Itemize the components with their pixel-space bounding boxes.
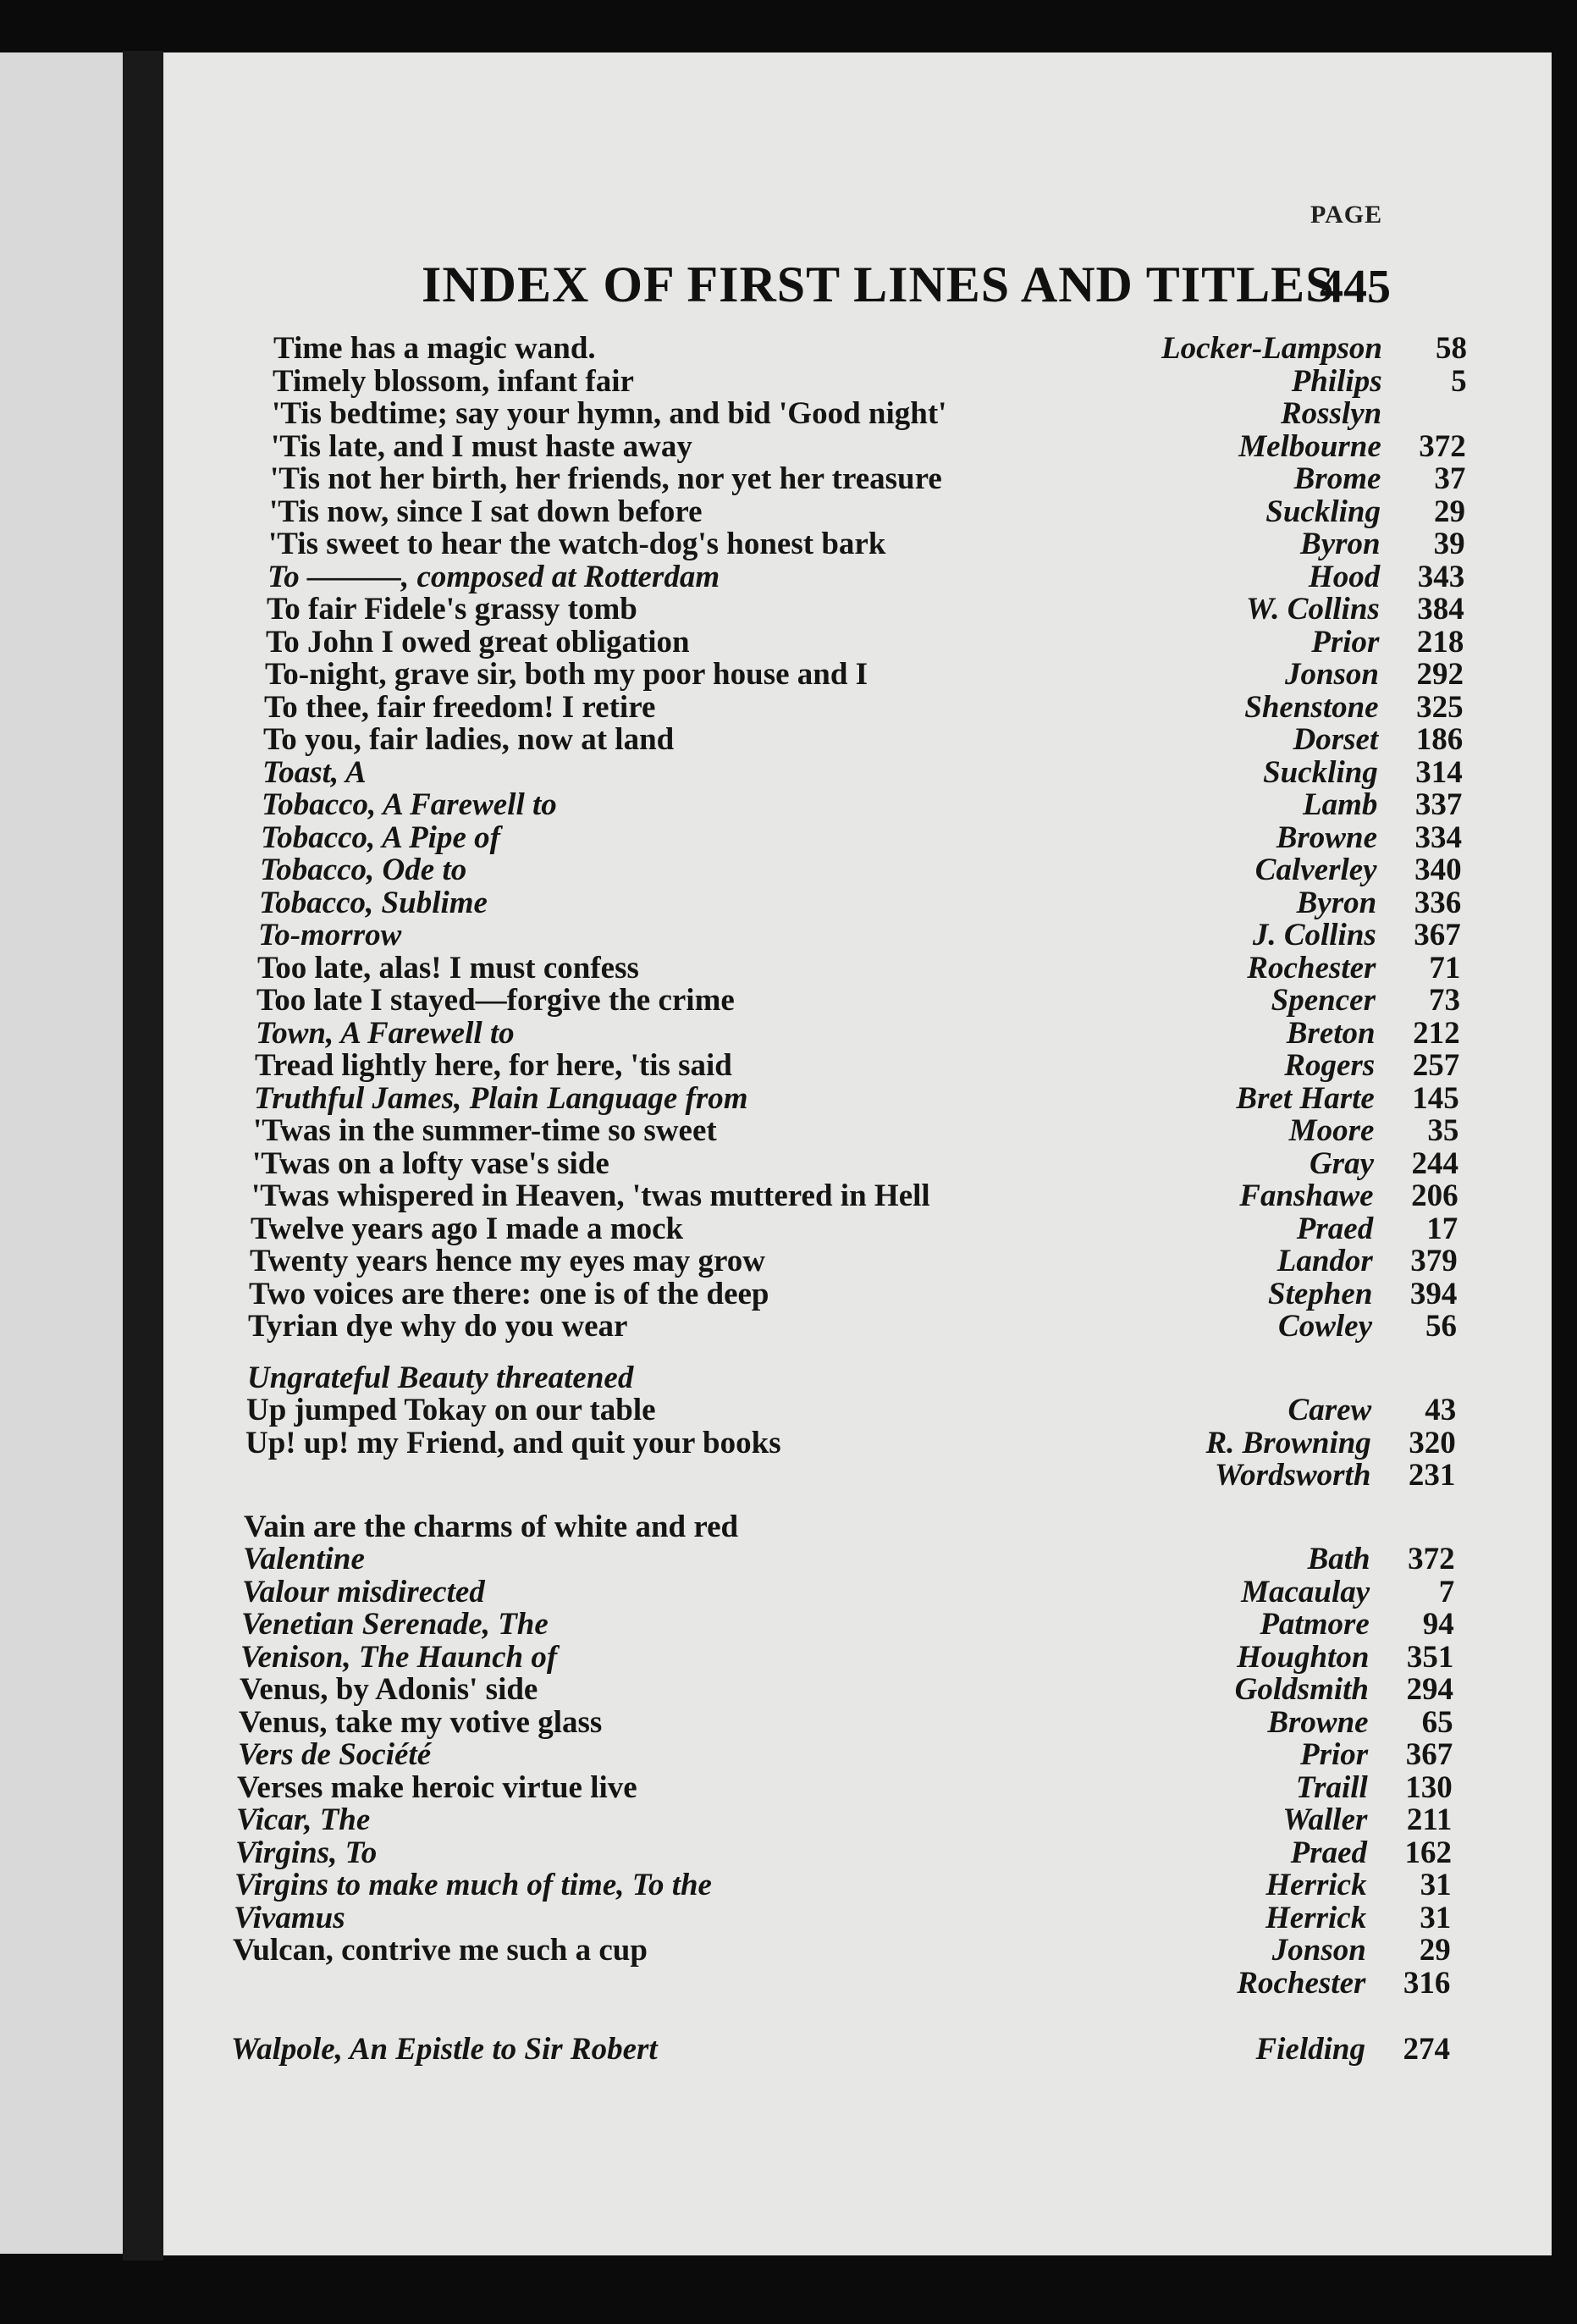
entry-first-line: Tobacco, A Pipe of — [261, 820, 500, 855]
entry-first-line: Vulcan, contrive me such a cup — [233, 1933, 648, 1968]
entry-author: Spencer — [1271, 983, 1376, 1018]
index-entry — [163, 1803, 1552, 1837]
index-entry — [163, 1212, 1552, 1246]
entry-page-number: 367 — [1405, 1737, 1453, 1772]
index-entry — [163, 658, 1552, 692]
entry-first-line: Virgins, To — [235, 1835, 378, 1870]
entry-page-number: 211 — [1406, 1802, 1453, 1837]
entry-first-line: Tyrian dye why do you wear — [248, 1309, 628, 1344]
index-entry — [163, 1394, 1552, 1427]
entry-first-line: Tobacco, Ode to — [260, 853, 467, 887]
index-entry — [163, 2033, 1552, 2067]
entry-first-line: Timely blossom, infant fair — [273, 363, 634, 399]
index-entry — [163, 1245, 1552, 1278]
index-entry — [163, 1673, 1552, 1707]
index-entry — [163, 527, 1552, 561]
entry-page-number: 43 — [1425, 1393, 1457, 1427]
index-entry — [163, 1179, 1552, 1213]
index-entry — [163, 1836, 1552, 1870]
entry-first-line: To thee, fair freedom! I retire — [264, 689, 656, 725]
index-entry — [163, 788, 1552, 822]
index-entry — [163, 984, 1552, 1018]
entry-page-number: 334 — [1414, 820, 1462, 855]
entry-author: Prior — [1311, 624, 1380, 660]
entry-page-number: 379 — [1410, 1244, 1458, 1278]
entry-first-line: 'Twas whispered in Heaven, 'twas muttered in Hell — [251, 1179, 930, 1213]
entry-page-number: 94 — [1422, 1607, 1454, 1642]
entry-page-number: 231 — [1408, 1458, 1456, 1493]
index-entry — [163, 1608, 1552, 1642]
index-entry — [163, 1967, 1552, 2001]
entry-author: Gray — [1309, 1145, 1374, 1181]
entry-author: Breton — [1286, 1015, 1376, 1051]
index-entry — [163, 1934, 1552, 1968]
entry-first-line: 'Tis late, and I must haste away — [271, 428, 692, 464]
entry-page-number: 218 — [1416, 624, 1464, 660]
entry-page-number: 73 — [1429, 983, 1460, 1018]
entry-first-line: Town, A Farewell to — [256, 1015, 515, 1051]
entry-page-number: 71 — [1429, 950, 1461, 985]
entry-page-number: 337 — [1414, 787, 1463, 822]
entry-author: Browne — [1276, 820, 1377, 855]
entry-first-line: To fair Fidele's grassy tomb — [267, 592, 637, 627]
index-entry — [163, 1576, 1552, 1609]
entry-author: Byron — [1300, 527, 1381, 561]
entry-author: Houghton — [1237, 1639, 1370, 1675]
entry-first-line: Vivamus — [234, 1900, 345, 1935]
entry-page-number: 58 — [1436, 331, 1467, 366]
index-entry — [163, 1278, 1552, 1311]
entry-author: J. Collins — [1252, 918, 1376, 952]
entry-author: Browne — [1267, 1704, 1369, 1740]
entry-page-number: 244 — [1411, 1145, 1458, 1181]
entry-author: Carew — [1288, 1393, 1372, 1427]
entry-page-number: 367 — [1414, 918, 1461, 952]
entry-page-number: 186 — [1415, 722, 1464, 757]
entry-author: Rogers — [1284, 1048, 1376, 1083]
entry-author: Prior — [1300, 1737, 1369, 1772]
entry-page-number: 17 — [1426, 1211, 1458, 1246]
index-entry — [163, 1869, 1552, 1902]
entry-author: Melbourne — [1238, 428, 1381, 464]
index-entries — [163, 52, 1552, 2255]
entry-first-line: Virgins to make much of time, To the — [234, 1868, 712, 1902]
entry-author: Goldsmith — [1234, 1672, 1369, 1707]
entry-first-line: Vicar, The — [236, 1802, 371, 1837]
book-gutter — [123, 51, 163, 2261]
entry-page-number: 37 — [1434, 461, 1466, 496]
index-entry — [163, 691, 1552, 725]
entry-first-line: Ungrateful Beauty threatened — [247, 1360, 634, 1395]
index-entry — [163, 1510, 1552, 1544]
page-column-label: PAGE — [1310, 201, 1383, 229]
entry-page-number: 56 — [1425, 1309, 1457, 1344]
index-entry — [163, 1427, 1552, 1460]
entry-author: Macaulay — [1241, 1574, 1370, 1609]
entry-page-number: 162 — [1404, 1835, 1452, 1870]
entry-author: Philips — [1291, 363, 1382, 399]
entry-first-line: 'Tis sweet to hear the watch-dog's honest bark — [268, 527, 886, 561]
index-entry — [163, 1543, 1552, 1576]
entry-author: Herrick — [1265, 1868, 1367, 1902]
index-entry — [163, 1771, 1552, 1805]
entry-author: Fielding — [1255, 2032, 1365, 2067]
entry-page-number: 316 — [1403, 1965, 1451, 2001]
entry-author: Bret Harte — [1236, 1080, 1375, 1116]
entry-first-line: Twenty years hence my eyes may grow — [250, 1244, 766, 1278]
index-entry — [163, 1641, 1552, 1675]
entry-author: Wordsworth — [1215, 1458, 1371, 1493]
entry-page-number: 145 — [1412, 1080, 1459, 1116]
entry-first-line: Time has a magic wand. — [273, 331, 596, 366]
entry-page-number: 29 — [1419, 1933, 1451, 1968]
index-entry — [163, 495, 1552, 529]
entry-author: Bath — [1307, 1542, 1370, 1576]
index-entry — [163, 397, 1552, 431]
entry-first-line: Venison, The Haunch of — [240, 1639, 558, 1675]
facing-page-edge — [0, 52, 123, 2254]
entry-first-line: Vain are the charms of white and red — [244, 1509, 739, 1544]
index-page — [163, 52, 1552, 2255]
entry-first-line: 'Tis not her birth, her friends, nor yet her treasure — [270, 461, 942, 496]
entry-author: Landor — [1276, 1244, 1373, 1278]
entry-author: Brome — [1293, 461, 1381, 496]
index-entry — [163, 626, 1552, 660]
entry-first-line: Too late I stayed—forgive the crime — [256, 983, 735, 1018]
entry-first-line: Walpole, An Epistle to Sir Robert — [231, 2032, 658, 2067]
entry-page-number: 29 — [1434, 494, 1465, 529]
entry-author: Praed — [1296, 1211, 1374, 1246]
entry-first-line: 'Tis bedtime; say your hymn, and bid 'Good night' — [272, 396, 947, 431]
entry-author: Cowley — [1278, 1309, 1372, 1344]
entry-author: Patmore — [1260, 1607, 1370, 1642]
entry-author: Locker-Lampson — [1161, 331, 1382, 366]
entry-first-line: Valentine — [243, 1542, 365, 1576]
entry-page-number: 340 — [1414, 853, 1462, 887]
entry-first-line: To-morrow — [258, 918, 402, 952]
entry-author: Hood — [1308, 559, 1381, 594]
index-entry — [163, 430, 1552, 464]
entry-first-line: To John I owed great obligation — [266, 624, 690, 660]
entry-page-number: 35 — [1427, 1113, 1459, 1148]
entry-page-number: 31 — [1420, 1868, 1452, 1902]
index-entry — [163, 1147, 1552, 1181]
entry-first-line: To ———, composed at Rotterdam — [267, 559, 720, 594]
entry-author: Stephen — [1268, 1276, 1373, 1311]
entry-page-number: 5 — [1451, 363, 1467, 399]
entry-page-number: 65 — [1421, 1704, 1453, 1740]
entry-first-line: Venetian Serenade, The — [241, 1607, 549, 1642]
index-entry — [163, 821, 1552, 855]
entry-first-line: To-night, grave sir, both my poor house and I — [265, 657, 868, 692]
index-entry — [163, 1017, 1552, 1051]
entry-first-line: To you, fair ladies, now at land — [263, 722, 675, 757]
entry-page-number: 325 — [1416, 689, 1464, 725]
index-entry — [163, 1902, 1552, 1935]
entry-author: W. Collins — [1246, 592, 1380, 627]
entry-page-number: 206 — [1411, 1179, 1458, 1213]
entry-author: Jonson — [1271, 1933, 1366, 1968]
entry-author: Fanshawe — [1239, 1179, 1374, 1213]
index-entry — [163, 1082, 1552, 1116]
entry-author: Jonson — [1284, 657, 1379, 692]
index-entry — [163, 332, 1552, 366]
entry-author: Shenstone — [1244, 689, 1379, 725]
index-entry — [163, 1310, 1552, 1344]
entry-page-number: 257 — [1412, 1048, 1460, 1083]
entry-author: Byron — [1296, 885, 1377, 920]
entry-first-line: 'Twas in the summer-time so sweet — [253, 1113, 717, 1148]
entry-first-line: Venus, take my votive glass — [239, 1704, 603, 1740]
entry-first-line: Tread lightly here, for here, 'tis said — [255, 1048, 732, 1083]
entry-author: Waller — [1282, 1802, 1368, 1837]
entry-author: Rosslyn — [1280, 396, 1382, 431]
entry-first-line: Verses make heroic virtue live — [237, 1769, 637, 1805]
index-entry — [163, 723, 1552, 757]
index-entry — [163, 886, 1552, 920]
entry-page-number: 384 — [1417, 592, 1464, 627]
entry-page-number: 212 — [1413, 1015, 1460, 1051]
entry-first-line: Twelve years ago I made a mock — [251, 1211, 684, 1246]
entry-page-number: 372 — [1419, 428, 1466, 464]
index-entry — [163, 853, 1552, 887]
entry-author: Lamb — [1303, 787, 1378, 822]
entry-page-number: 294 — [1406, 1672, 1453, 1707]
index-entry — [163, 1706, 1552, 1740]
entry-first-line: Up! up! my Friend, and quit your books — [245, 1425, 781, 1460]
entry-page-number: 320 — [1409, 1425, 1456, 1460]
entry-first-line: 'Tis now, since I sat down before — [269, 494, 703, 529]
index-entry — [163, 365, 1552, 399]
entry-page-number: 274 — [1403, 2032, 1450, 2067]
entry-page-number: 39 — [1433, 527, 1465, 561]
entry-page-number: 351 — [1406, 1639, 1454, 1675]
index-entry — [163, 1114, 1552, 1148]
entry-first-line: Truthful James, Plain Language from — [254, 1080, 748, 1116]
entry-first-line: 'Twas on a lofty vase's side — [252, 1145, 609, 1181]
entry-first-line: Tobacco, A Farewell to — [262, 787, 557, 822]
entry-author: Dorset — [1293, 722, 1379, 757]
entry-page-number: 314 — [1415, 754, 1463, 790]
index-entry — [163, 952, 1552, 985]
index-entry — [163, 1738, 1552, 1772]
entry-first-line: Two voices are there: one is of the deep — [249, 1276, 769, 1311]
entry-first-line: Too late, alas! I must confess — [257, 950, 639, 985]
entry-author: Suckling — [1265, 494, 1381, 529]
entry-author: Rochester — [1237, 1965, 1366, 2001]
index-entry — [163, 1049, 1552, 1083]
page-number: 445 — [1320, 261, 1391, 313]
index-entry — [163, 919, 1552, 952]
entry-first-line: Tobacco, Sublime — [259, 885, 488, 920]
index-entry — [163, 1361, 1552, 1395]
page-title: INDEX OF FIRST LINES AND TITLES — [422, 257, 1335, 312]
index-entry — [163, 462, 1552, 496]
index-entry — [163, 560, 1552, 594]
entry-first-line: Toast, A — [262, 754, 367, 790]
entry-page-number: 343 — [1417, 559, 1465, 594]
entry-page-number: 394 — [1409, 1276, 1458, 1311]
entry-first-line: Venus, by Adonis' side — [240, 1672, 538, 1707]
index-entry — [163, 1459, 1552, 1493]
entry-page-number: 31 — [1420, 1900, 1452, 1935]
entry-first-line: Valour misdirected — [242, 1574, 485, 1609]
entry-first-line: Vers de Société — [238, 1737, 432, 1772]
entry-author: Suckling — [1263, 754, 1378, 790]
index-entry — [163, 756, 1552, 790]
entry-page-number: 130 — [1405, 1769, 1453, 1805]
entry-page-number: 336 — [1414, 885, 1462, 920]
entry-page-number: 7 — [1438, 1574, 1455, 1609]
entry-author: Moore — [1288, 1113, 1375, 1148]
entry-page-number: 372 — [1408, 1542, 1455, 1576]
entry-author: Praed — [1290, 1835, 1367, 1870]
entry-author: Rochester — [1247, 950, 1376, 985]
entry-author: Calverley — [1254, 853, 1377, 887]
index-entry — [163, 593, 1552, 627]
entry-first-line: Up jumped Tokay on our table — [246, 1393, 656, 1427]
entry-page-number: 292 — [1416, 657, 1464, 692]
entry-author: R. Browning — [1205, 1425, 1371, 1460]
entry-author: Herrick — [1265, 1900, 1367, 1935]
entry-author: Traill — [1295, 1769, 1368, 1805]
